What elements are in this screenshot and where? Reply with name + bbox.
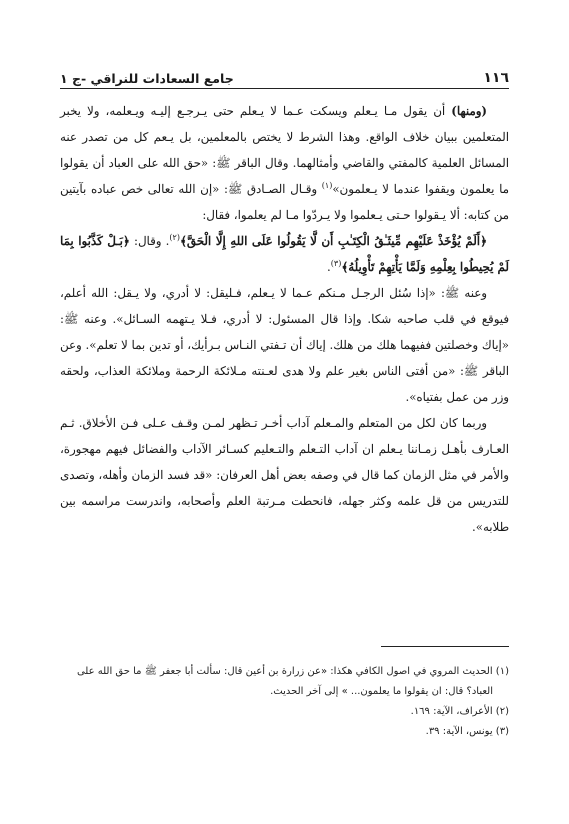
paragraph-2 bbox=[60, 228, 509, 280]
paragraph-1-text: أن يقول مـا يـعلم ويسكت عـما لا يـعلم حتى يـرجـع إليـه ويـعلمه، ولا يخبر المتعلمين ببيان خلاف الواقع. وهذا الشرط لا يختص بالمعلمين، بل يـعم كل من تصدر عنه المسائل العلمية كالمفتي والقاضي وأمثالهما. وقال الباقر ﷺ: «حق الله على العباد أن يقولوا ما يعلمون ويقفوا عندما لا يـعلمون» bbox=[60, 104, 509, 196]
footnote-ref-1: (١) bbox=[321, 181, 333, 191]
quran-verse-1: ﴿أَلَمْ يُؤْخَذْ عَلَيْهِم مِّيثَـٰقُ الْكِتَـٰبِ أَن لَّا يَقُولُوا عَلَى اللهِ إِلَّا الْحَقَّ﴾ bbox=[179, 234, 487, 248]
paragraph-3: وعنه ﷺ: «إذا سُئل الرجـل مـنكم عـما لا يـعلم، فـليقل: لا أدري، ولا يـقل: الله أعلم، فيوقع في قلب صاحبه شكا. وإذا قال المسئول: لا أدري، فـلا يـتهمه السـائل». وعنه ﷺ: «إياك وخصلتين ففيهما هلك من هلك. إياك أن تـفتي النـاس بـرأيك، أو تدين بما لا تعلم». وعن الباقر ﷺ: «من أفتى الناس بغير علم ولا هدى لعـنته مـلائكة الرحمة وملائكة العذاب، ولحقه وزر من عمل بفتياه». bbox=[60, 286, 509, 404]
quran-verse-2: ﴿بَـلْ كَذَّبُوا بِمَا لَمْ يُحِيطُوا بِعِلْمِهِ وَلَمَّا يَأْتِهِمْ تَأْوِيلُهُ﴾ bbox=[60, 234, 509, 274]
footnote-rule bbox=[381, 646, 509, 647]
footnote-ref-2: (٢) bbox=[169, 233, 180, 243]
main-text bbox=[60, 98, 509, 540]
paragraph-1-tail: وقـال الصـادق ﷺ: «إن الله تعالى خص عباده بآيتين من كتابه: ألا يـقولوا حـتى يـعلموا ولا يـردّوا مـا لم يعلموا، فقال: bbox=[60, 182, 509, 222]
footnote-1-line-1: (١) الحديث المروي في اصول الكافي هكذا: «عن زرارة بن أعين قال: سألت أبا جعفر ﷺ ما حق الله على bbox=[76, 666, 509, 677]
paragraph-2-end: . bbox=[327, 260, 331, 274]
paragraph-1 bbox=[60, 98, 509, 228]
footnotes bbox=[60, 662, 509, 742]
paragraph-2-mid: . وقال: bbox=[129, 234, 170, 248]
page-header bbox=[60, 60, 509, 86]
running-title: جامع السعادات للنراقي -ج ١ bbox=[60, 71, 234, 86]
paragraph-4: وربما كان لكل من المتعلم والمـعلم آداب أخـر تـظهر لمـن وقـف عـلى فـن الأخلاق. ثـم العـارف بأهـل زمـاننا يـعلم ان آداب التـعلم والتـعليم كسـائر الآداب والفضائل فيهم مهجورة، والأمر في مثل الزمان كما قال في وصفه بعض أهل العرفان: «قد فسد الزمان وأهله، وتصدى للتدريس من قل علمه وكثر جهله، فانحطت مـرتبة العلم وأصحابه، واندرست مراسمه بين طلابه». bbox=[60, 416, 509, 534]
section-label: (ومنها) bbox=[451, 104, 488, 118]
header-rule bbox=[60, 88, 509, 89]
footnote-ref-3: (٣) bbox=[330, 259, 342, 269]
footnote-1-line-2: العباد؟ قال: ان يقولوا ما يعلمون... » إلى آخر الحديث. bbox=[270, 686, 493, 697]
page-number: ١١٦ bbox=[483, 70, 509, 86]
footnote-3: (٣) يونس، الآية: ٣٩. bbox=[425, 726, 509, 737]
footnote-2: (٢) الأعراف، الآية: ١٦٩. bbox=[410, 706, 509, 717]
